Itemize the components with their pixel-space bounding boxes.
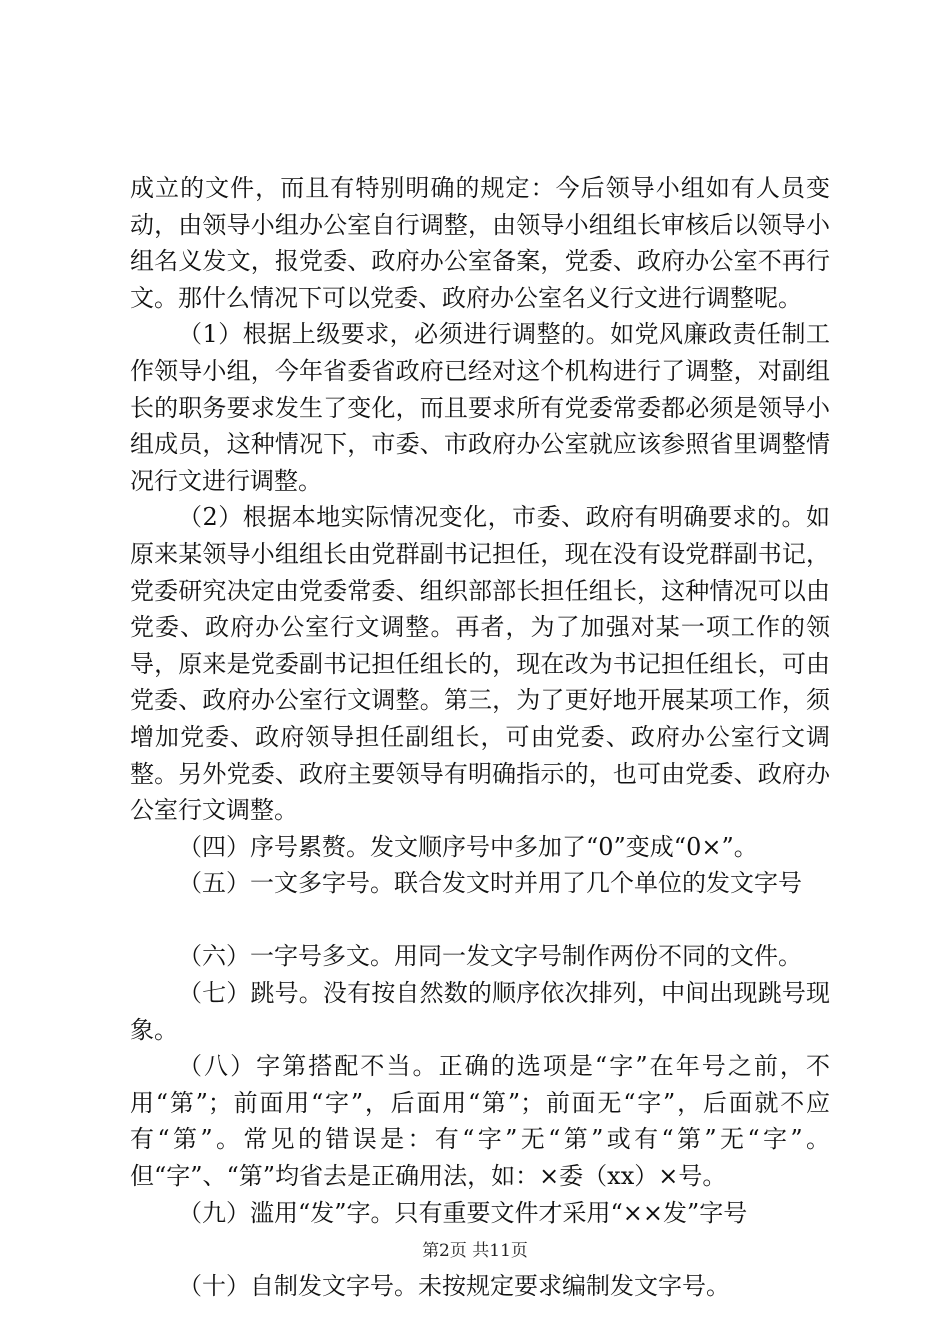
- paragraph-item-four: （四）序号累赘。发文顺序号中多加了“0”变成“0×”。: [178, 832, 758, 861]
- paragraph-item-1: （1）根据上级要求，必须进行调整的。如党风廉政责任制工作领导小组，今年省委省政府已经对这个机构进行了调整，对副组长的职务要求发生了变化，而且要求所有党委常委都必须是领导小组成员，这种情况下，市委、市政府办公室就应该参照省里调整情况行文进行调整。: [130, 320, 830, 495]
- paragraph-item-ten: （十）自制发文字号。未按规定要求编制发文字号。: [178, 1271, 730, 1300]
- paragraph-item-seven: （七）跳号。没有按自然数的顺序依次排列，中间出现跳号现象。: [130, 979, 830, 1044]
- paragraph-item-eight: （八）字第搭配不当。正确的选项是“字”在年号之前，不用“第”；前面用“字”，后面用“第”；前面无“字”，后面就不应有“第”。常见的错误是：有“字”无“第”或有“第”无“字”。但“字”、“第”均省去是正确用法，如：×委（xx）×号。: [130, 1052, 830, 1191]
- paragraph-continuation: 成立的文件，而且有特别明确的规定：今后领导小组如有人员变动，由领导小组办公室自行调整，由领导小组组长审核后以领导小组名义发文，报党委、政府办公室备案，党委、政府办公室不再行文。那什么情况下可以党委、政府办公室名义行文进行调整呢。: [130, 174, 830, 312]
- paragraph-item-nine: （九）滥用“发”字。只有重要文件才采用“××发”字号: [178, 1198, 748, 1227]
- page-number-footer: 第2页 共11页: [422, 1241, 528, 1261]
- document-body: [130, 170, 830, 1304]
- paragraph-item-five: （五）一文多字号。联合发文时并用了几个单位的发文字号: [178, 869, 802, 898]
- paragraph-item-six: （六）一字号多文。用同一发文字号制作两份不同的文件。: [178, 942, 802, 971]
- paragraph-item-2: （2）根据本地实际情况变化，市委、政府有明确要求的。如原来某领导小组组长由党群副书记担任，现在没有设党群副书记，党委研究决定由党委常委、组织部部长担任组长，这种情况可以由党委、政府办公室行文调整。再者，为了加强对某一项工作的领导，原来是党委副书记担任组长的，现在改为书记担任组长，可由党委、政府办公室行文调整。第三，为了更好地开展某项工作，须增加党委、政府领导担任副组长，可由党委、政府办公室行文调整。另外党委、政府主要领导有明确指示的，也可由党委、政府办公室行文调整。: [130, 503, 830, 825]
